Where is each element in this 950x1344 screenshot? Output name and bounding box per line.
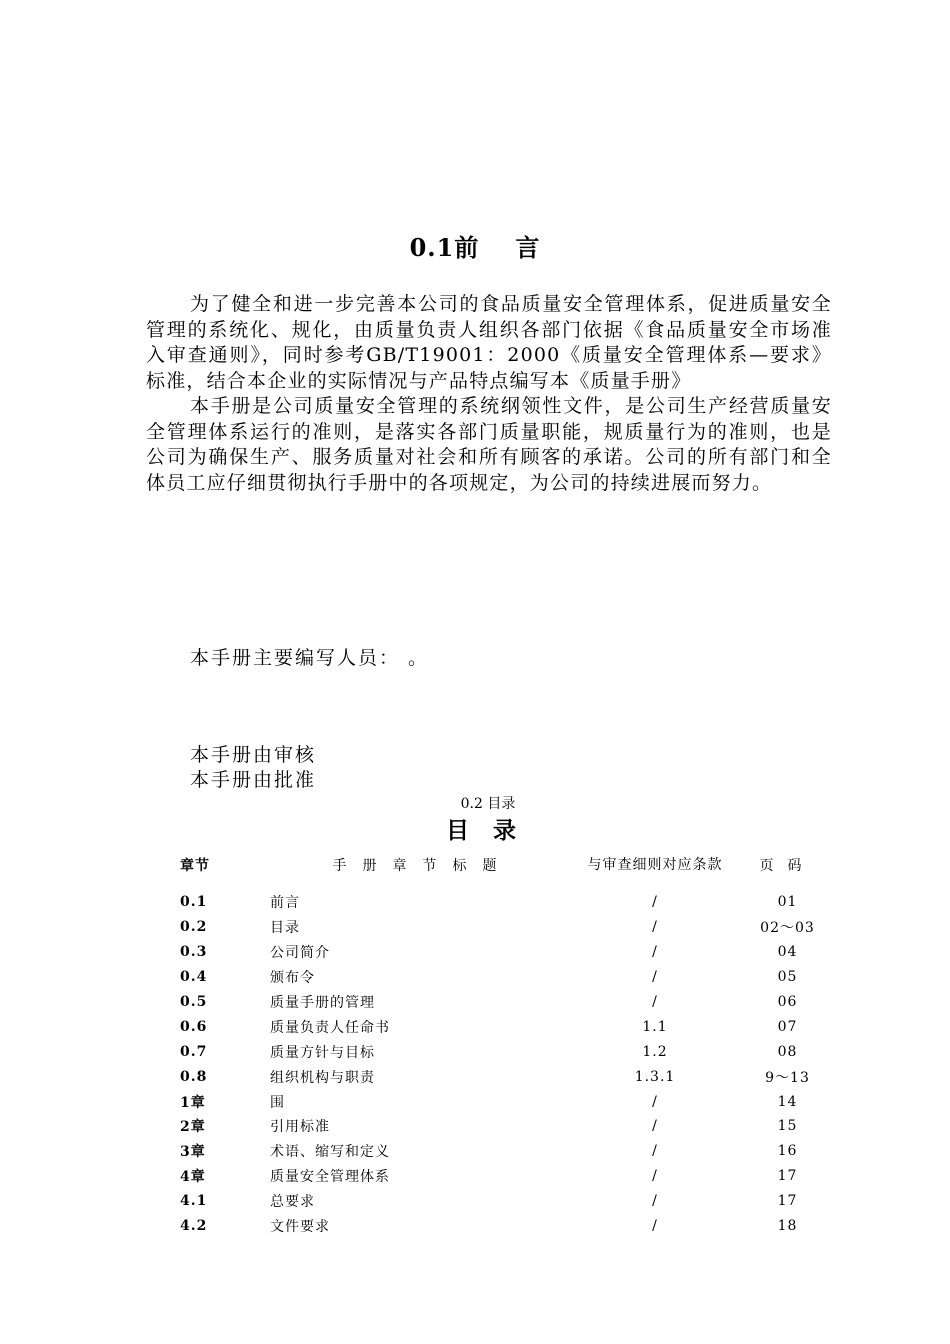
toc-page: 07 [777,1018,798,1035]
toc-title: 围 [270,1094,285,1111]
preface-body [146,292,832,496]
toc-clause: / [652,1168,658,1185]
toc-row [176,1014,840,1039]
toc-clause: / [652,1218,658,1235]
toc-page: 17 [777,1193,798,1210]
toc-page: 15 [777,1118,798,1135]
preface-title-number: 0.1 [409,233,455,262]
toc-chapter: 0.5 [180,994,208,1010]
toc-chapter: 4章 [180,1169,206,1186]
toc-page: 06 [777,994,798,1010]
toc-title: 质量安全管理体系 [270,1169,390,1186]
toc-clause: 1.3.1 [634,1068,676,1085]
toc-title: 文件要求 [270,1219,330,1236]
review-line: 本手册由审核 [190,744,317,766]
toc-clause: 1.2 [642,1043,668,1060]
preface-title [0,228,950,263]
toc-title: 质量手册的管理 [270,995,375,1011]
toc-clause: / [652,944,658,961]
preface-paragraph: 为了健全和进一步完善本公司的食品质量安全管理体系，促进质量安全管理的系统化、规化，由质量负责人组织各部门依据《食品质量安全市场准入审查通则》，同时参考GB/T19001：2000《质量安全管理体系—要求》标准，结合本企业的实际情况与产品特点编写本《质量手册》 [146,293,832,392]
toc-title: 引用标准 [270,1119,330,1136]
toc-page: 9～13 [765,1069,810,1086]
toc-header-row [176,840,840,890]
toc-row [176,940,840,965]
toc-row [176,915,840,940]
toc-page: 16 [777,1143,798,1160]
toc-chapter: 0.6 [180,1018,208,1035]
toc-row [176,1114,840,1139]
author-line: 本手册主要编写人员： 。 [190,647,430,669]
toc-chapter: 1章 [180,1094,206,1111]
toc-title: 组织机构与职责 [270,1069,375,1086]
toc-chapter: 2章 [180,1119,206,1136]
toc-title: 前言 [270,895,300,912]
toc-chapter: 0.7 [180,1043,208,1060]
toc-page: 01 [777,894,798,911]
toc-header-clause: 与审查细则对应条款 [587,857,723,873]
toc-page: 05 [777,969,798,986]
toc-title: 质量负责人任命书 [270,1019,390,1036]
toc-page: 08 [777,1043,798,1060]
toc-clause: / [652,994,658,1010]
toc-heading: 目 录 [445,817,524,844]
toc-clause: / [652,894,658,911]
toc-page: 14 [777,1093,798,1110]
toc-chapter: 4.2 [180,1218,208,1235]
toc-subheading: 0.2 目录 [460,796,516,812]
toc-title: 总要求 [270,1194,315,1211]
toc-row [176,1214,840,1239]
toc-clause: / [652,1118,658,1135]
toc-header-chapter: 章节 [180,858,210,874]
toc-row [176,1164,840,1189]
preface-paragraph: 本手册是公司质量安全管理的系统纲领性文件，是公司生产经营质量安全管理体系运行的准则，是落实各部门质量职能，规质量行为的准则，也是公司为确保生产、服务质量对社会和所有顾客的承诺。公司的所有部门和全体员工应仔细贯彻执行手册中的各项规定，为公司的持续进展而努力。 [146,395,832,494]
toc-row [176,1089,840,1114]
toc-header-page: 页码 [759,858,816,874]
toc-row [176,990,840,1015]
toc-chapter: 4.1 [180,1193,208,1210]
toc-chapter: 0.8 [180,1068,208,1085]
toc-chapter: 0.3 [180,944,208,961]
toc-page: 02～03 [760,920,815,937]
toc-clause: / [652,1193,658,1210]
preface-title-char-2: 言 [515,233,541,262]
toc-row [176,1064,840,1089]
toc-chapter: 0.1 [180,894,208,911]
toc-header-title: 手册章节标题 [332,858,513,874]
toc-clause: / [652,1143,658,1160]
toc-title: 质量方针与目标 [270,1044,375,1061]
toc-clause: 1.1 [642,1018,668,1035]
preface-title-char-1: 前 [454,233,480,262]
toc-title: 术语、缩写和定义 [270,1144,390,1161]
toc-table [176,840,840,1238]
toc-clause: / [652,1093,658,1110]
toc-page: 17 [777,1168,798,1185]
toc-title: 颁布令 [270,970,315,987]
toc-title: 目录 [270,920,300,937]
toc-chapter: 0.4 [180,969,208,986]
toc-page: 04 [777,944,798,961]
toc-row [176,1189,840,1214]
toc-chapter: 3章 [180,1144,206,1161]
approve-line: 本手册由批准 [190,769,317,791]
toc-row [176,890,840,915]
toc-row [176,1039,840,1064]
toc-row [176,1139,840,1164]
toc-clause: / [652,969,658,986]
toc-page: 18 [777,1218,798,1235]
toc-row [176,965,840,990]
toc-chapter: 0.2 [180,919,208,936]
toc-title: 公司简介 [270,945,330,962]
toc-clause: / [652,919,658,936]
